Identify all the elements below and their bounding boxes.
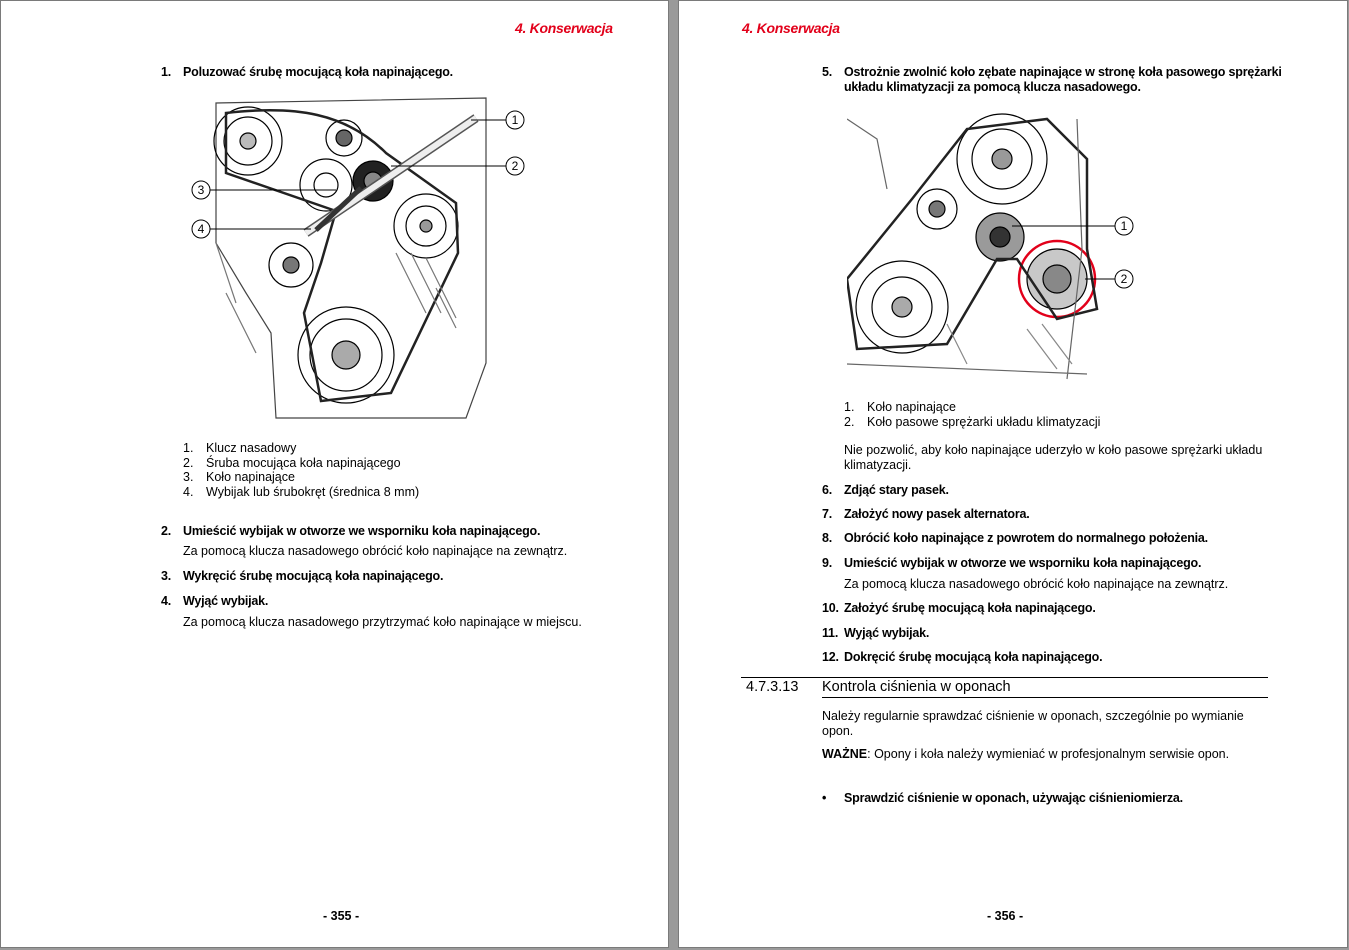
step-text: Umieścić wybijak w otworze we wsporniku koła napinającego. bbox=[183, 524, 541, 538]
callout-4: 4 bbox=[197, 222, 205, 236]
chapter-header: 4. Konserwacja bbox=[515, 20, 613, 36]
section-rule-bottom bbox=[822, 697, 1268, 698]
step-note: Za pomocą klucza nasadowego obrócić koło napinające na zewnątrz. bbox=[844, 577, 1229, 591]
step-number: 8. bbox=[822, 531, 833, 545]
tensioner-figure bbox=[186, 93, 531, 425]
step-number: 2. bbox=[161, 524, 172, 538]
step-text: Obrócić koło napinające z powrotem do normalnego położenia. bbox=[844, 531, 1208, 545]
step-text: Wyjąć wybijak. bbox=[844, 626, 930, 640]
step-number: 6. bbox=[822, 483, 833, 497]
chapter-header: 4. Konserwacja bbox=[742, 20, 840, 36]
legend-item: 4. Wybijak lub śrubokręt (średnica 8 mm) bbox=[183, 484, 420, 499]
page-355 bbox=[0, 0, 669, 948]
step-text: Wyjąć wybijak. bbox=[183, 594, 269, 608]
step-text: Założyć nowy pasek alternatora. bbox=[844, 507, 1030, 521]
callout-1: 1 bbox=[511, 113, 519, 127]
page-number: - 355 - bbox=[323, 909, 360, 923]
section-paragraph: Należy regularnie sprawdzać ciśnienie w oponach, szczególnie po wymianie opon. bbox=[822, 709, 1244, 738]
step-text: Dokręcić śrubę mocującą koła napinającego. bbox=[844, 650, 1103, 664]
caution-note: Nie pozwolić, aby koło napinające uderzyło w koło pasowe sprężarki układu klimatyzacji. bbox=[844, 443, 1263, 472]
step-number: 11. bbox=[822, 626, 839, 640]
page-number: - 356 - bbox=[987, 909, 1024, 923]
step-number: 10. bbox=[822, 601, 839, 615]
important-note: WAŻNE: Opony i koła należy wymieniać w profesjonalnym serwisie opon. bbox=[822, 747, 1230, 761]
legend-item: 1. Klucz nasadowy bbox=[183, 441, 297, 455]
callout-2: 2 bbox=[511, 159, 519, 173]
step-note: Za pomocą klucza nasadowego obrócić koło napinające na zewnątrz. bbox=[183, 544, 568, 558]
section-title: Kontrola ciśnienia w oponach bbox=[822, 679, 1011, 695]
step-number: 1. bbox=[161, 65, 172, 79]
legend-item: 3. Koło napinające bbox=[183, 470, 295, 485]
legend-item: 1. Koło napinające bbox=[844, 400, 956, 414]
step-number: 12. bbox=[822, 650, 839, 664]
section-number: 4.7.3.13 bbox=[746, 679, 799, 695]
legend-item: 2. Śruba mocująca koła napinającego bbox=[183, 455, 401, 470]
legend-item: 2. Koło pasowe sprężarki układu klimatyzacji bbox=[844, 414, 1101, 429]
figure-legend bbox=[844, 400, 1100, 429]
figure-legend bbox=[183, 441, 419, 499]
callout-1: 1 bbox=[1120, 219, 1128, 233]
step-note: Za pomocą klucza nasadowego przytrzymać koło napinające w miejscu. bbox=[183, 615, 582, 629]
page-356 bbox=[678, 0, 1348, 948]
step-number: 5. bbox=[822, 65, 833, 79]
important-label: WAŻNE bbox=[822, 747, 868, 761]
step-number: 4. bbox=[161, 594, 172, 608]
step-text: Zdjąć stary pasek. bbox=[844, 483, 949, 497]
step-text: Poluzować śrubę mocującą koła napinającego. bbox=[183, 65, 453, 79]
bullet-icon: • bbox=[822, 791, 827, 805]
bullet-text: Sprawdzić ciśnienie w oponach, używając ciśnieniomierza. bbox=[844, 791, 1183, 805]
callout-2: 2 bbox=[1120, 272, 1128, 286]
step-number: 7. bbox=[822, 507, 833, 521]
section-rule-top bbox=[741, 677, 1268, 678]
step-number: 3. bbox=[161, 569, 172, 583]
step-number: 9. bbox=[822, 556, 833, 570]
ac-compressor-figure bbox=[847, 109, 1167, 381]
step-text: Ostrożnie zwolnić koło zębate napinające w stronę koła pasowego sprężarki układu klimatyzacji za pomocą klucza nasadowego. bbox=[844, 65, 1282, 94]
step-text: Wykręcić śrubę mocującą koła napinającego. bbox=[183, 569, 444, 583]
step-text: Założyć śrubę mocującą koła napinającego. bbox=[844, 601, 1096, 615]
callout-3: 3 bbox=[197, 183, 205, 197]
step-text: Umieścić wybijak w otworze we wsporniku koła napinającego. bbox=[844, 556, 1202, 570]
